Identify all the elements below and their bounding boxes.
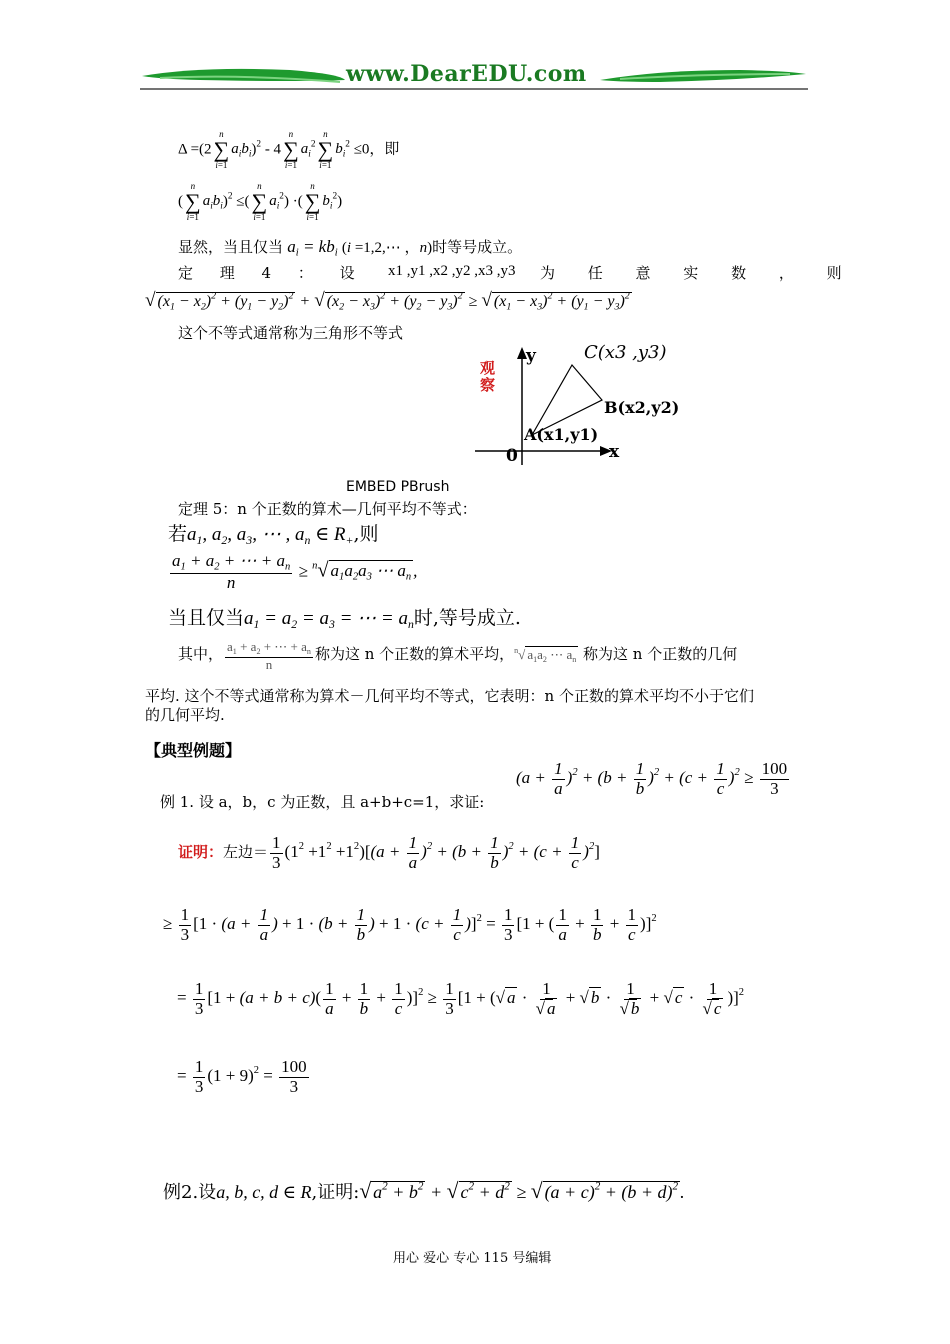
- proof-label: 证明：: [178, 843, 224, 862]
- discriminant-formula: Δ =(2 n ∑ i=1 $a_ib_i)^2 - 4$ n ∑ i=1 $a_i^2$ n ∑ i=1 $b_i^2 \le 0$，即: [178, 129, 400, 170]
- page-footer: 用心 爱心 专心 115 号编辑: [393, 1251, 552, 1266]
- means-line1: 其中， $\frac{a_1 + a_2 + \cdots + a_n}{n}$ 称为这 n 个正数的算术平均，$^n$√ $a_1a_2$ ⋯ $a_n$ 称为这 n 个正数的几何: [178, 639, 738, 672]
- axis-y-label: y: [526, 346, 536, 366]
- example2-statement: 例2.设a, b, c, d ∈ R,证明:√ $a^2 + b^2$ + √ $c^2 + d^2$ ≥ √ $(a + c)^2 + (b + d)^2$ .: [163, 1179, 685, 1203]
- section-heading: 【典型例题】: [145, 741, 242, 760]
- equality-suffix: 时等号成立。: [432, 238, 523, 256]
- site-title: www.DearEDU.com: [346, 61, 587, 87]
- means-tail: 称为这 n 个正数的几何: [583, 644, 738, 663]
- means-line3: 的几何平均.: [145, 706, 225, 724]
- triangle-inequality-text: 这个不等式通常称为三角形不等式: [178, 324, 404, 342]
- origin-label: 0: [506, 446, 518, 466]
- example1-inequality: (a + $\frac{1}{a}$ )$^2$ + (b + $\frac{1}{b}$ )$^2$ + (c + $\frac{1}{c}$ )$^2$ ≥ $\frac{100}{3}$: [516, 759, 788, 798]
- am-gm-formula: $\frac{a_1 + a_2 + \cdots + a_n}{n}$ ≥ $^n$√ $a_1a_2a_3$ ⋯ $a_n$ ,: [172, 551, 418, 593]
- means-line2: 平均. 这个不等式通常称为算术－几何平均不等式，它表明：n 个正数的算术平均不小于它们: [145, 687, 754, 705]
- point-c-label: C(x3 ,y3): [584, 342, 667, 363]
- ji-label: 即: [384, 141, 400, 158]
- example2-prefix: 例2.设: [163, 1182, 217, 1203]
- proof-line1: 证明：左边＝ $\frac{1}{3}$ $(1^2 +1^2 +1^2)[(a$ + $\frac{1}{a}$ )$^2$ + (b + $\frac{1}{b}$ )$^2$ + (c + $\frac{1}{c}$ )$^2$]: [178, 833, 600, 872]
- theorem5-if: 若: [168, 523, 188, 545]
- theorem4-label: 定 理 4 ： 设: [178, 264, 355, 282]
- triangle-inequality-formula: √ $(x_1 - x_2)^2 + (y_1 - y_2)^2$ + √ $(x_2 - x_3)^2 + (y_2 - y_3)^2$ ≥ √ $(x_1 - x_3)^2 + (y_1 - y_3)^2$: [145, 290, 630, 313]
- header-banner: [140, 60, 808, 94]
- theorem5-then: 则: [359, 523, 379, 545]
- am-gm-equality: 当且仅当$a_1 = a_2 = a_3$ = ⋯ = $a_n$时,等号成立.: [168, 607, 521, 632]
- proof-line3: = $\frac{1}{3}$ [1 + (a + b + c)( $\frac{1}{a}$ + $\frac{1}{b}$ + $\frac{1}{c}$ )]$^2$ ≥ $\frac{1}{3}$ [1 + (√ a · $\frac{1}{√ a}$ + √ b · $\frac{1}{√ b}$ + √ c · $\frac{1}{√ c}$ )]$^2$: [177, 979, 745, 1018]
- am-gm-eq-prefix: 当且仅当: [168, 607, 245, 629]
- proof-line2: ≥ $\frac{1}{3}$ [1 · (a + $\frac{1}{a}$ ) + 1 · (b + $\frac{1}{b}$ ) + 1 · (c + $\frac{1}{c}$ )]$^2$ = $\frac{1}{3}$ [1 + ( $\frac{1}{a}$ + $\frac{1}{b}$ + $\frac{1}{c}$ )]$^2$: [163, 905, 657, 944]
- means-mid: 称为这 n 个正数的算术平均，: [314, 644, 515, 663]
- means-prefix: 其中，: [178, 644, 224, 663]
- am-gm-eq-suffix: 时,等号成立.: [413, 607, 521, 629]
- embed-caption: EMBED PBrush: [346, 479, 450, 495]
- point-b-label: B(x2,y2): [604, 398, 680, 417]
- axis-x-label: x: [609, 442, 620, 462]
- proof-line4: = $\frac{1}{3}$ $(1 + 9)^2$ = $\frac{100}{3}$: [177, 1057, 307, 1096]
- cauchy-formula: ( n ∑ i=1 $a_ib_i)^2$ ≤( n ∑ i=1 $a_i^2$) ·( n ∑ i=1 $b_i^2$): [178, 181, 343, 222]
- theorem5-title: 定理 5：n 个正数的算术—几何平均不等式：: [178, 500, 477, 518]
- example1-statement: 例 1. 设 a，b，c 为正数，且 a+b+c=1，求证:: [160, 793, 485, 811]
- proof-left: 左边＝: [223, 843, 269, 862]
- theorem4-tail: 为 任 意 实 数 ， 则: [540, 264, 842, 282]
- theorem5-hypothesis: 若$a_1$, $a_2$, $a_3$, ⋯ , $a_n$ ∈ $R_+$,则: [168, 523, 379, 548]
- example2-mid: 证明:: [317, 1182, 360, 1203]
- observe-label: 观察: [480, 359, 496, 395]
- equality-prefix: 显然，当且仅当: [178, 238, 284, 256]
- equality-condition: 显然，当且仅当 $a_i = kb_i$ (i =1,2,⋯ ，n)时等号成立。: [178, 237, 523, 259]
- point-a-label: A(x1,y1): [524, 425, 599, 444]
- theorem4-vars: x1 ,y1 ,x2 ,y2 ,x3 ,y3: [388, 263, 516, 279]
